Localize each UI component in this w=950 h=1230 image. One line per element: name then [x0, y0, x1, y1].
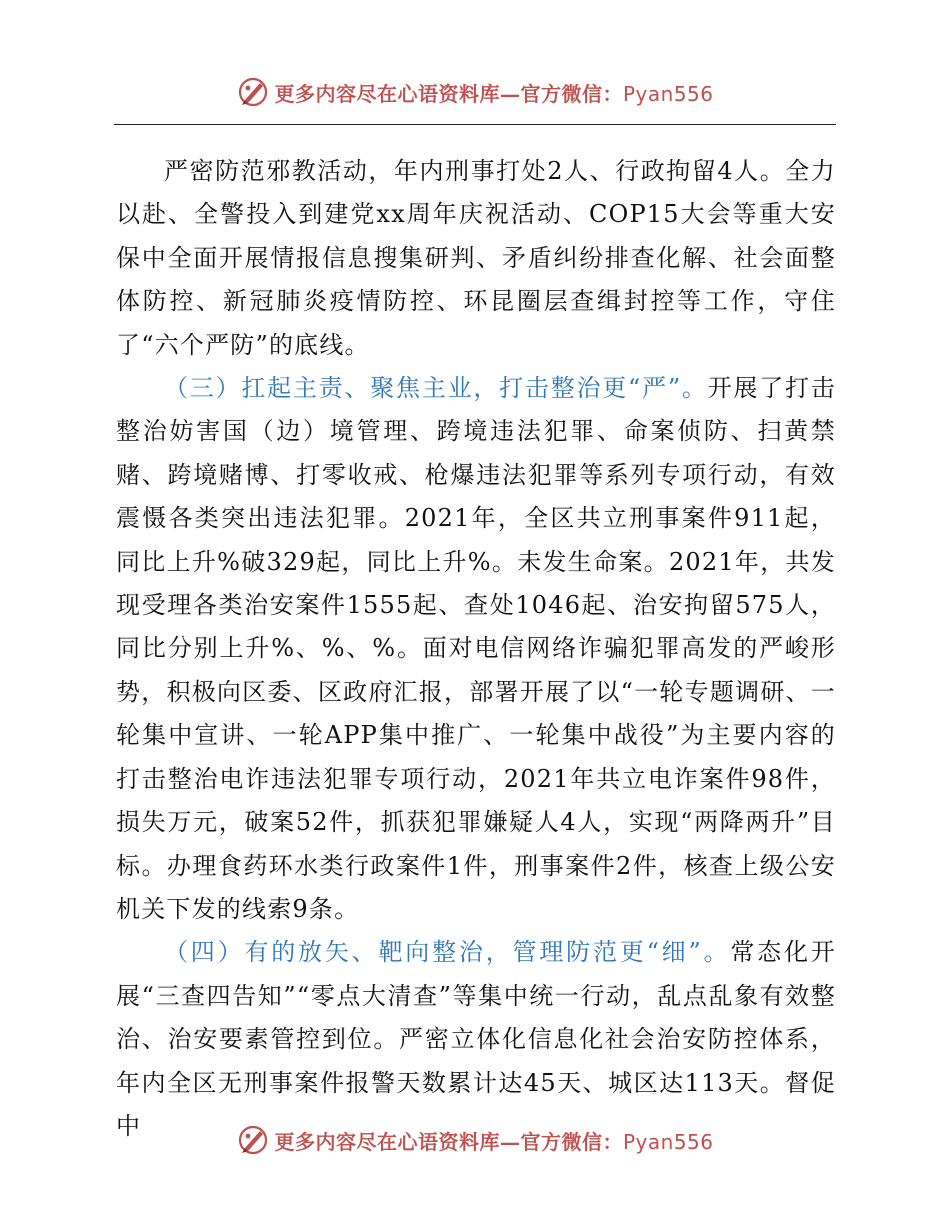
- paragraph-2-body: 开展了打击整治妨害国（边）境管理、跨境违法犯罪、命案侦防、扫黄禁赌、跨境赌博、打零收戒、枪爆违法犯罪等系列专项行动，有效震慑各类突出违法犯罪。2021年，全区共立刑事案件911起，同比上升%破329起，同比上升%。未发生命案。2021年，共发现受理各类治安案件1555起、查处1046起、治安拘留575人，同比分别上升%、%、%。面对电信网络诈骗犯罪高发的严峻形势，积极向区委、区政府汇报，部署开展了以“一轮专题调研、一轮集中宣讲、一轮APP集中推广、一轮集中战役”为主要内容的打击整治电诈违法犯罪专项行动，2021年共立电诈案件98件，损失万元，破案52件，抓获犯罪嫌疑人4人，实现“两降两升”目标。办理食药环水类行政案件1件，刑事案件2件，核查上级公安机关下发的线索9条。: [116, 374, 837, 923]
- pen-logo-icon: [236, 75, 270, 109]
- document-body: [116, 150, 836, 1148]
- header-wechat-id: Pyan556: [622, 81, 714, 106]
- section-four-heading: （四）有的放矢、靶向整治，管理防范更“细”。: [164, 938, 731, 967]
- paragraph-3-body: 常态化开展“三查四告知”“零点大清查”等集中统一行动，乱点乱象有效整治、治安要素管控到位。严密立体化信息化社会治安防控体系，年内全区无刑事案件报警天数累计达45天、城区达113天。督促中: [116, 938, 836, 1140]
- paragraph-2: [116, 367, 836, 931]
- footer-banner: [0, 1120, 950, 1160]
- header-banner: [0, 72, 950, 112]
- paragraph-1-body: 严密防范邪教活动，年内刑事打处2人、行政拘留4人。全力以赴、全警投入到建党xx周年庆祝活动、COP15大会等重大安保中全面开展情报信息搜集研判、矛盾纠纷排查化解、社会面整体防控、新冠肺炎疫情防控、环昆圈层查缉封控等工作，守住了“六个严防”的底线。: [116, 157, 836, 359]
- section-three-heading: （三）扛起主责、聚焦主业，打击整治更“严”。: [164, 374, 708, 403]
- paragraph-3: [116, 931, 836, 1148]
- footer-wechat-id: Pyan556: [622, 1129, 714, 1154]
- header-divider: [114, 124, 836, 125]
- footer-brand-text: 更多内容尽在心语资料库—官方微信：Pyan556: [274, 1129, 714, 1154]
- paragraph-1: [116, 150, 836, 367]
- pen-logo-icon: [236, 1123, 270, 1157]
- header-brand-text: 更多内容尽在心语资料库—官方微信：Pyan556: [274, 81, 714, 106]
